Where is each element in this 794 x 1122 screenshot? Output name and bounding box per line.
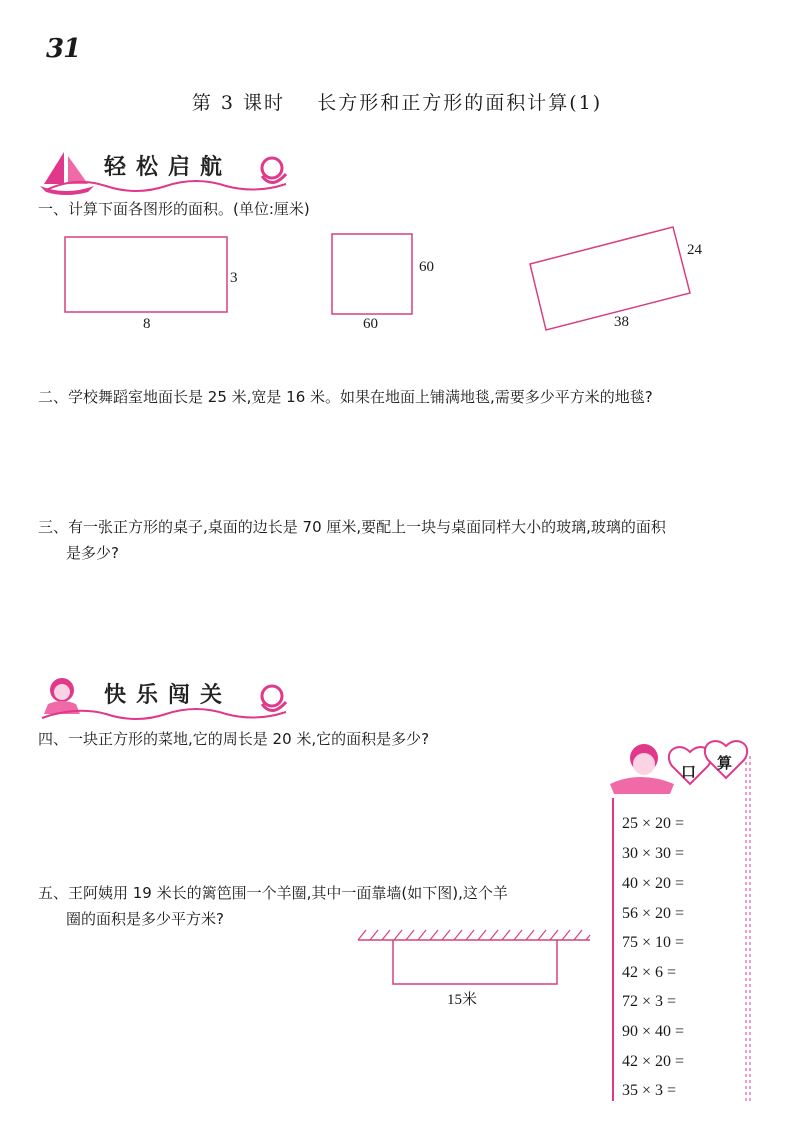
question-1-figures	[0, 220, 794, 340]
square-side-label-bottom: 60	[363, 316, 378, 332]
wall-hatching	[358, 930, 590, 940]
mental-math-item: 30 × 30 =	[622, 845, 685, 862]
page-number: 31	[46, 34, 81, 64]
mental-math-item: 75 × 10 =	[622, 934, 685, 951]
question-2-text: 二、学校舞蹈室地面长是 25 米,宽是 16 米。如果在地面上铺满地毯,需要多少平方米的地毯?	[38, 388, 653, 406]
question-1-text: 一、计算下面各图形的面积。(单位:厘米)	[38, 200, 310, 218]
mental-math-item: 35 × 3 =	[622, 1082, 677, 1099]
heart-label-1: 口	[681, 763, 697, 781]
question-3-line-1: 三、有一张正方形的桌子,桌面的边长是 70 厘米,要配上一块与桌面同样大小的玻璃,玻璃的面积	[38, 518, 666, 536]
heart-label-2: 算	[717, 754, 733, 772]
rect3-width-label: 24	[687, 242, 702, 258]
lesson-title: 第 3 课时 长方形和正方形的面积计算(1)	[191, 92, 603, 114]
square-shape	[332, 234, 412, 314]
square-side-label-right: 60	[419, 259, 434, 275]
tilted-rectangle-shape	[530, 227, 690, 330]
rect1-width-label: 8	[143, 316, 151, 332]
mental-math-item: 56 × 20 =	[622, 905, 685, 922]
cartoon-girl-icon	[610, 744, 674, 794]
question-5-line-1: 五、王阿姨用 19 米长的篱笆围一个羊圈,其中一面靠墙(如下图),这个羊	[38, 884, 508, 902]
mental-math-item: 72 × 3 =	[622, 993, 677, 1010]
rectangle-shape	[65, 237, 227, 312]
question-5-line-2: 圈的面积是多少平方米?	[66, 910, 224, 928]
section-banner-challenge	[36, 674, 296, 730]
sheep-pen-figure	[350, 926, 595, 996]
question-3-line-2: 是多少?	[66, 544, 119, 562]
fence-length-label: 15米	[447, 992, 478, 1008]
section-banner-warmup	[36, 146, 296, 202]
mental-math-item: 42 × 20 =	[622, 1053, 685, 1070]
section-title-warmup: 轻松启航	[104, 154, 233, 180]
question-4-text: 四、一块正方形的菜地,它的周长是 20 米,它的面积是多少?	[38, 730, 430, 748]
mental-math-item: 90 × 40 =	[622, 1023, 685, 1040]
mental-math-item: 25 × 20 =	[622, 815, 685, 832]
mental-math-item: 40 × 20 =	[622, 875, 685, 892]
section-title-challenge: 快乐闯关	[104, 682, 233, 708]
mental-math-item: 42 × 6 =	[622, 964, 677, 981]
fence-outline	[393, 940, 557, 984]
rect3-length-label: 38	[614, 314, 629, 330]
rect1-height-label: 3	[230, 270, 238, 286]
